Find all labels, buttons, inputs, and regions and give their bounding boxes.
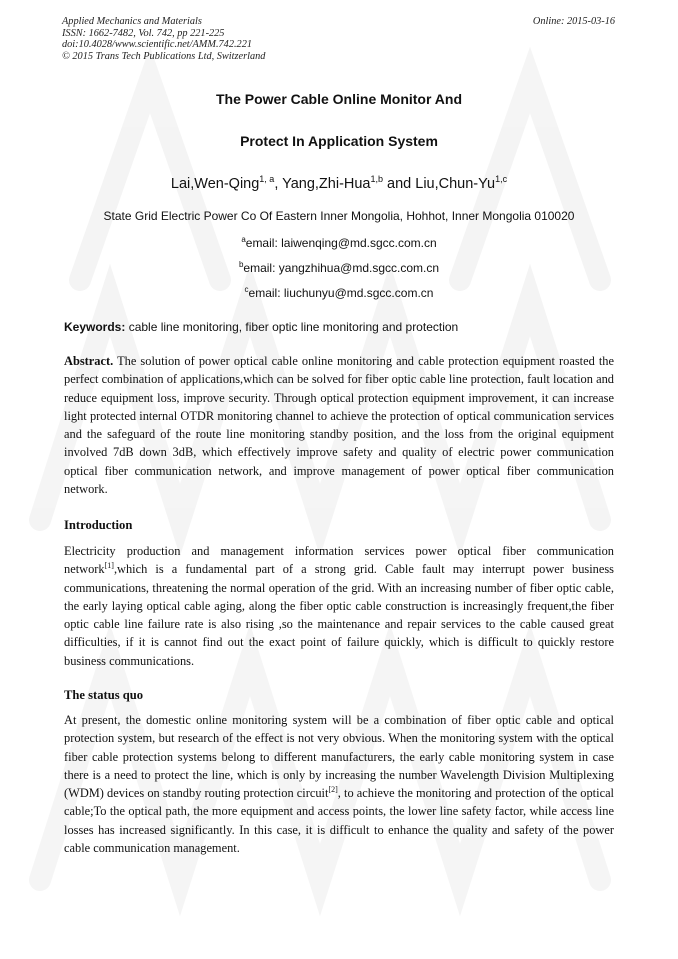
abstract-label: Abstract. — [64, 354, 114, 368]
status-quo-text-cont: , to achieve the monitoring and protection of the optical cable;To the optical path, the more equipment and access points, the lower line safety factor, while access line losses has increased significantly. In this case, it is difficult to enhance the quality and safety of the power cable communication management. — [64, 786, 615, 856]
section-heading-introduction: Introduction — [64, 518, 133, 532]
author-name: Liu,Chun-Yu — [415, 176, 496, 192]
email-mark: a — [241, 235, 246, 244]
author-list — [0, 174, 678, 192]
email-text: email: laiwenqing@md.sgcc.com.cn — [245, 236, 437, 250]
email-line — [0, 260, 678, 275]
introduction-text: Electricity production and management information services power optical fiber communication network — [64, 544, 614, 577]
email-line — [0, 235, 678, 250]
email-text: email: liuchunyu@md.sgcc.com.cn — [248, 286, 434, 300]
journal-header — [62, 16, 265, 62]
copyright-line: © 2015 Trans Tech Publications Ltd, Switzerland — [62, 50, 266, 62]
email-text: email: yangzhihua@md.sgcc.com.cn — [243, 261, 440, 275]
status-quo-paragraph — [64, 711, 614, 857]
email-line — [0, 285, 678, 300]
doi-line: doi:10.4028/www.scientific.net/AMM.742.221 — [62, 39, 252, 51]
citation-ref: [2] — [328, 785, 338, 795]
introduction-paragraph — [64, 542, 614, 670]
author-affiliation-mark: 1, a — [259, 174, 275, 184]
citation-ref: [1] — [104, 561, 114, 571]
author-affiliation-mark: 1,c — [495, 174, 508, 184]
introduction-text-cont: ,which is a fundamental part of a strong grid. Cable fault may interrupt power business communications, threatening the normal operation of the grid. With an increasing number of fiber optic cable, the early laying optical cable aging, along the fiber optic cable construction is increasingly frequent,the fiber optic cable line failure rate is also rising ,so the maintenance and repair services to the cable caused great difficulties, if it is cannot find out the exact point of failure quickly, which is difficult to quickly restore business communications. — [64, 562, 614, 668]
paper-title-line-1: The Power Cable Online Monitor And — [215, 91, 463, 107]
author-name: Yang,Zhi-Hua — [282, 176, 371, 192]
author-name: Lai,Wen-Qing — [170, 176, 260, 192]
status-quo-text: At present, the domestic online monitoring system will be a combination of fiber optic cable and optical protection system, but research of the effect is not very obvious. When the monitoring system with the optical fiber cable protection systems belong to different manufacturers, the early cable monitoring system in case there is a need to protect the line, which is only by increasing the number Wavelength Division Multiplexing (WDM) devices on standby routing protection circuit — [64, 713, 614, 801]
abstract-paragraph — [64, 352, 614, 498]
keywords-text: cable line monitoring, fiber optic line monitoring and protection — [125, 320, 459, 334]
email-mark: b — [238, 260, 244, 269]
email-mark: c — [244, 285, 249, 294]
affiliation: State Grid Electric Power Co Of Eastern Inner Mongolia, Hohhot, Inner Mongolia 010020 — [103, 209, 575, 223]
section-heading-status-quo: The status quo — [64, 688, 144, 702]
issn-line: ISSN: 1662-7482, Vol. 742, pp 221-225 — [62, 27, 225, 39]
keywords — [64, 320, 458, 334]
abstract-text: The solution of power optical cable online monitoring and cable protection equipment roasted the perfect combination of applications,which can be solved for fiber optic cable line protection, fault location and reduce equipment loss, improve security. Through optical protection equipment improvement, it can increase light protected internal OTDR monitoring channel to achieve the protection of optical communication services and the safeguard of the route line monitoring standby position, and the loss from the original equipment involved 7dB down 3dB, which effectively improve safety and quality of electric power communication optical fiber communication network, and improve management of power optical fiber communication network. — [64, 354, 614, 497]
author-separator: and — [383, 176, 416, 192]
journal-name: Applied Mechanics and Materials — [62, 16, 202, 27]
paper-title-line-2: Protect In Application System — [240, 133, 438, 149]
keywords-label: Keywords: — [64, 320, 126, 334]
author-separator: , — [274, 176, 283, 192]
online-date: Online: 2015-03-16 — [532, 16, 615, 27]
author-affiliation-mark: 1,b — [370, 174, 384, 184]
